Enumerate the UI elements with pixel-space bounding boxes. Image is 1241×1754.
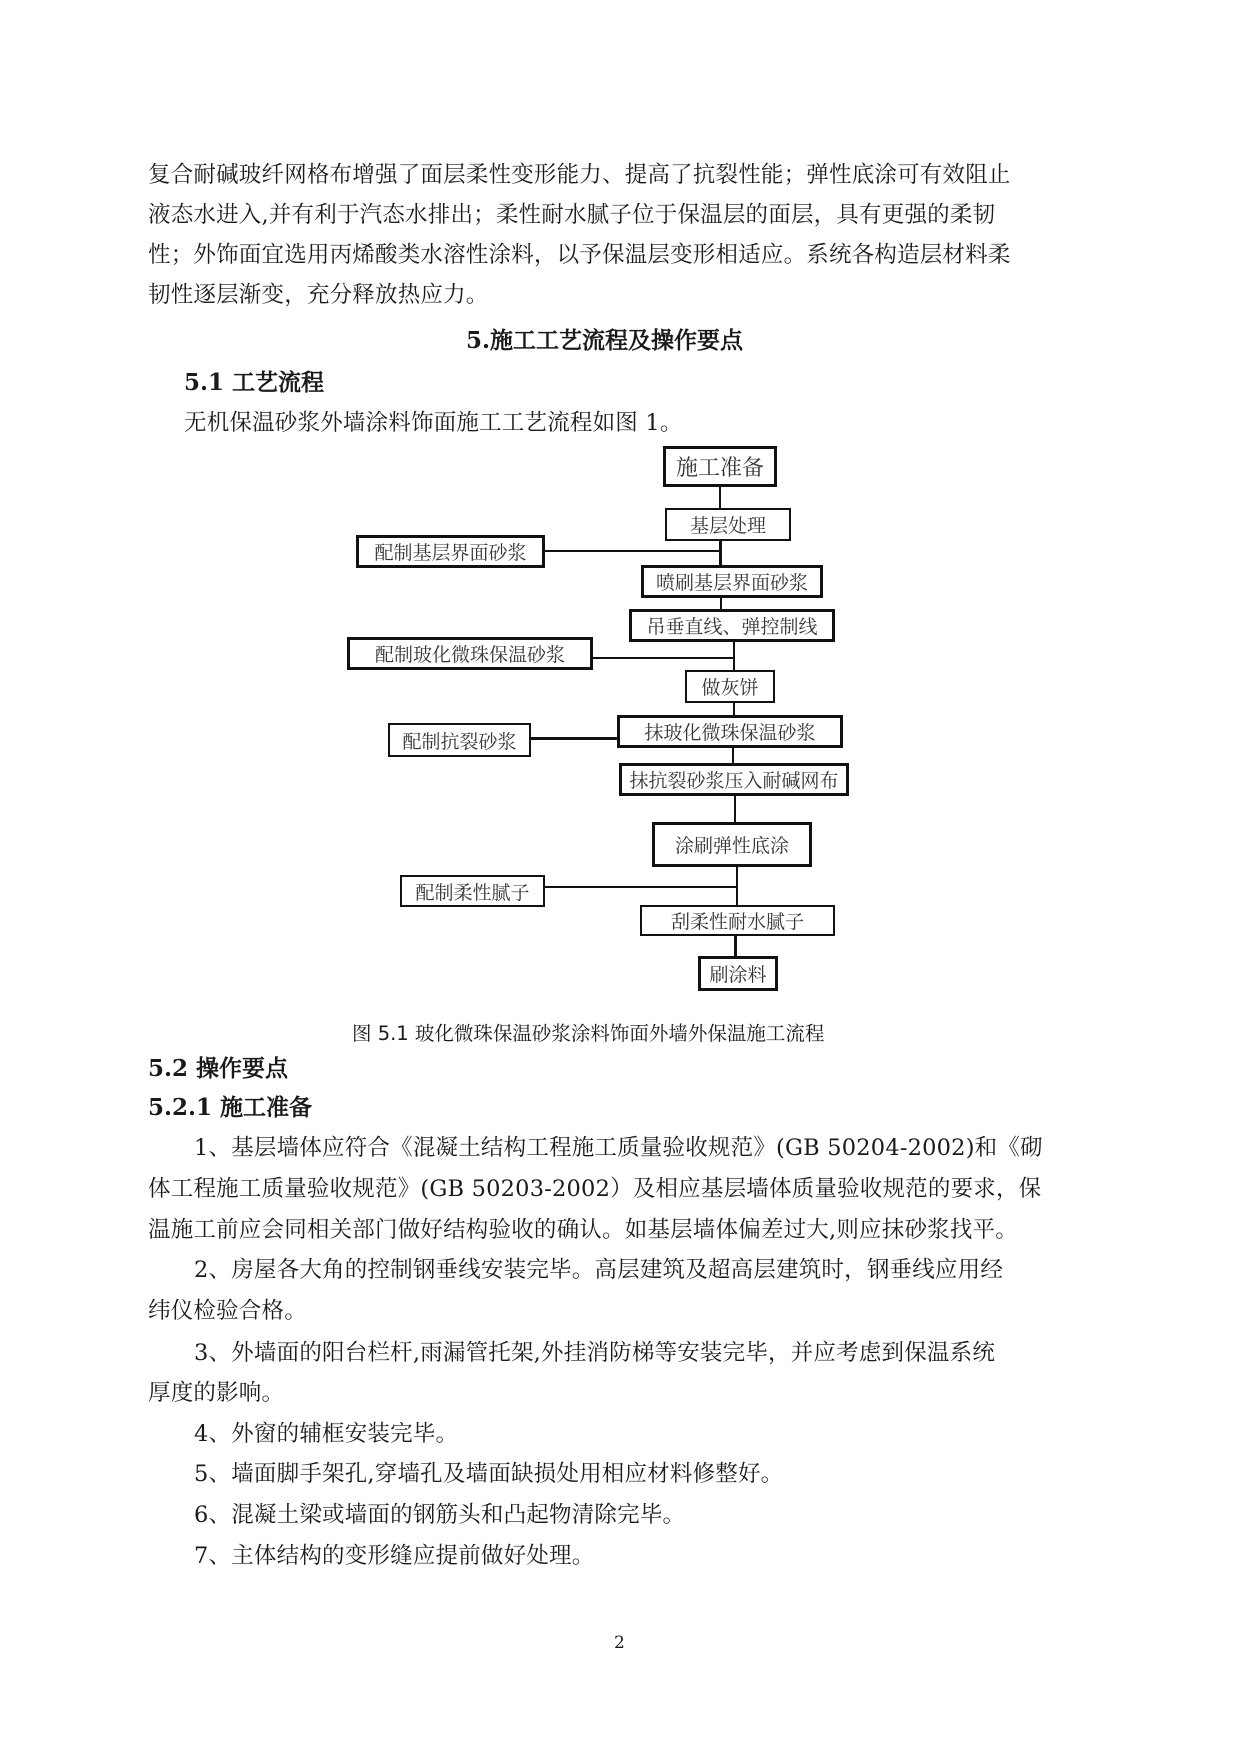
item-1-line-2: 体工程施工质量验收规范》(GB 50203-2002）及相应基层墙体质量验收规范的要求，保 [148,1176,1042,1202]
item-2-line-1: 2、房屋各大角的控制钢垂线安装完毕。高层建筑及超高层建筑时，钢垂线应用经 [194,1257,1004,1283]
flow-step-box: 做灰饼 [685,670,775,703]
section-5-1-text: 无机保温砂浆外墙涂料饰面施工工艺流程如图 1。 [184,410,683,436]
flow-side-box: 配制玻化微珠保温砂浆 [347,637,593,670]
intro-line-2: 液态水进入,并有利于汽态水排出；柔性耐水腻子位于保温层的面层，具有更强的柔韧 [148,202,996,228]
flow-step-box: 刷涂料 [698,956,778,991]
flow-step-box: 涂刷弹性底涂 [652,822,812,867]
item-2-line-2: 纬仪检验合格。 [148,1298,307,1324]
flow-step-box: 抹玻化微珠保温砂浆 [617,715,843,748]
connector [719,540,722,565]
flow-step-box: 施工准备 [663,446,777,487]
item-1-line-1: 1、基层墙体应符合《混凝土结构工程施工质量验收规范》(GB 50204-2002)和《砌 [194,1135,1043,1161]
connector [545,550,721,552]
flow-step-box: 刮柔性耐水腻子 [640,905,835,936]
page-number: 2 [614,1633,625,1653]
item-5-line-1: 5、墙面脚手架孔,穿墙孔及墙面缺损处用相应材料修整好。 [194,1461,784,1487]
flow-step-box: 抹抗裂砂浆压入耐碱网布 [619,763,849,796]
item-1-line-3: 温施工前应会同相关部门做好结构验收的确认。如基层墙体偏差过大,则应抹砂浆找平。 [148,1217,1018,1243]
flow-step-box: 喷刷基层界面砂浆 [641,565,823,598]
flow-side-box: 配制抗裂砂浆 [388,723,531,757]
connector [732,747,734,763]
item-4-line-1: 4、外窗的辅框安装完毕。 [194,1421,459,1447]
item-3-line-1: 3、外墙面的阳台栏杆,雨漏管托架,外挂消防梯等安装完毕，并应考虑到保温系统 [194,1340,996,1366]
intro-line-1: 复合耐碱玻纤网格布增强了面层柔性变形能力、提高了抗裂性能；弹性底涂可有效阻止 [148,162,1011,188]
connector [734,795,736,822]
connector [720,597,722,609]
section-5-2-1-heading: 5.2.1 施工准备 [148,1094,313,1121]
flow-side-box: 配制基层界面砂浆 [356,535,545,568]
section-5-heading: 5.施工工艺流程及操作要点 [466,327,744,354]
section-5-2-heading: 5.2 操作要点 [148,1055,289,1082]
flow-step-box: 吊垂直线、弹控制线 [629,609,835,642]
connector [734,935,737,956]
intro-line-4: 韧性逐层渐变，充分释放热应力。 [148,282,489,308]
connector [719,487,721,508]
connector [733,702,735,715]
figure-caption: 图 5.1 玻化微珠保温砂浆涂料饰面外墙外保温施工流程 [352,1022,825,1045]
flow-side-box: 配制柔性腻子 [400,875,545,907]
intro-line-3: 性；外饰面宜选用丙烯酸类水溶性涂料，以予保温层变形相适应。系统各构造层材料柔 [148,242,1011,268]
connector [733,641,735,670]
item-3-line-2: 厚度的影响。 [148,1380,285,1406]
flow-step-box: 基层处理 [665,508,791,541]
item-7-line-1: 7、主体结构的变形缝应提前做好处理。 [194,1543,595,1569]
connector [545,886,737,888]
section-5-1-heading: 5.1 工艺流程 [184,369,325,396]
connector [593,657,734,659]
connector [531,737,617,740]
item-6-line-1: 6、混凝土梁或墙面的钢筋头和凸起物清除完毕。 [194,1502,686,1528]
